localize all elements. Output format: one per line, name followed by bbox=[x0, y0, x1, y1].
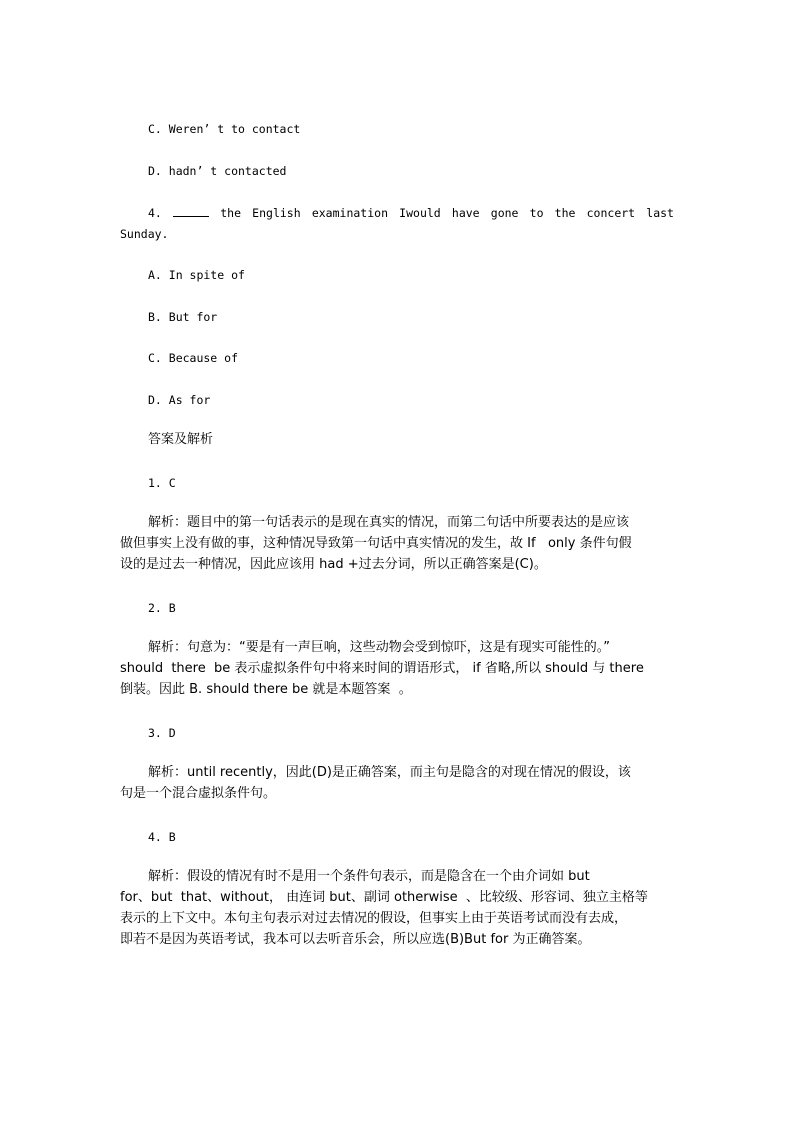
answer-4-explanation-line4: 即若不是因为英语考试，我本可以去听音乐会，所以应选(B)But for 为正确答案。 bbox=[120, 932, 591, 947]
option-q4-a: A. In spite of bbox=[148, 268, 245, 282]
option-q3-d: D. hadn’ t contacted bbox=[148, 164, 287, 178]
answer-4-explanation-line3: 表示的上下文中。本句主句表示对过去情况的假设，但事实上由于英语考试而没有去成， bbox=[120, 911, 628, 926]
option-q4-c: C. Because of bbox=[148, 351, 239, 365]
answer-2-explanation-line3: 倒装。因此 B. should there be 就是本题答案 。 bbox=[120, 682, 412, 697]
answer-2-explanation-line2: should there be 表示虚拟条件句中将来时间的谓语形式， if 省略,所以 should 与 there bbox=[120, 661, 644, 676]
option-q4-d: D. As for bbox=[148, 393, 211, 407]
answer-4-explanation-line2: for、but that、without， 由连词 but、副词 otherwise 、比较级、形容词、独立主格等 bbox=[120, 890, 648, 905]
answer-1-explanation-line3: 设的是过去一种情况，因此应该用 had +过去分词，所以正确答案是(C)。 bbox=[120, 557, 547, 572]
answers-heading: 答案及解析 bbox=[148, 432, 214, 447]
question-4-stem-line2: Sunday. bbox=[120, 227, 169, 241]
answer-1-explanation-line1: 解析：题目中的第一句话表示的是现在真实的情况，而第二句话中所要表达的是应该 bbox=[148, 515, 630, 530]
answer-4-key: 4. B bbox=[148, 830, 176, 844]
answer-2-key: 2. B bbox=[148, 601, 176, 615]
option-q3-c: C. Weren’ t to contact bbox=[148, 122, 301, 136]
answer-3-explanation-line2: 句是一个混合虚拟条件句。 bbox=[120, 786, 277, 801]
question-4-stem-text: the English examination Iwould have gone to the concert last bbox=[220, 206, 674, 220]
answer-3-explanation-line1: 解析：until recently，因此(D)是正确答案，而主句是隐含的对现在情况的假设，该 bbox=[148, 765, 631, 780]
answer-1-explanation-line2: 做但事实上没有做的事，这种情况导致第一句话中真实情况的发生，故 If only 条件句假 bbox=[120, 536, 632, 551]
question-4-stem-line1 bbox=[148, 205, 674, 221]
answer-3-key: 3. D bbox=[148, 726, 176, 740]
answer-1-key: 1. C bbox=[148, 476, 176, 490]
answer-blank bbox=[173, 205, 209, 217]
answer-4-explanation-line1: 解析：假设的情况有时不是用一个条件句表示，而是隐含在一个由介词如 but bbox=[148, 869, 590, 884]
option-q4-b: B. But for bbox=[148, 310, 218, 324]
question-4-number: 4. bbox=[148, 206, 162, 220]
answer-2-explanation-line1: 解析：句意为：“要是有一声巨响，这些动物会受到惊吓，这是有现实可能性的。” bbox=[148, 640, 610, 655]
